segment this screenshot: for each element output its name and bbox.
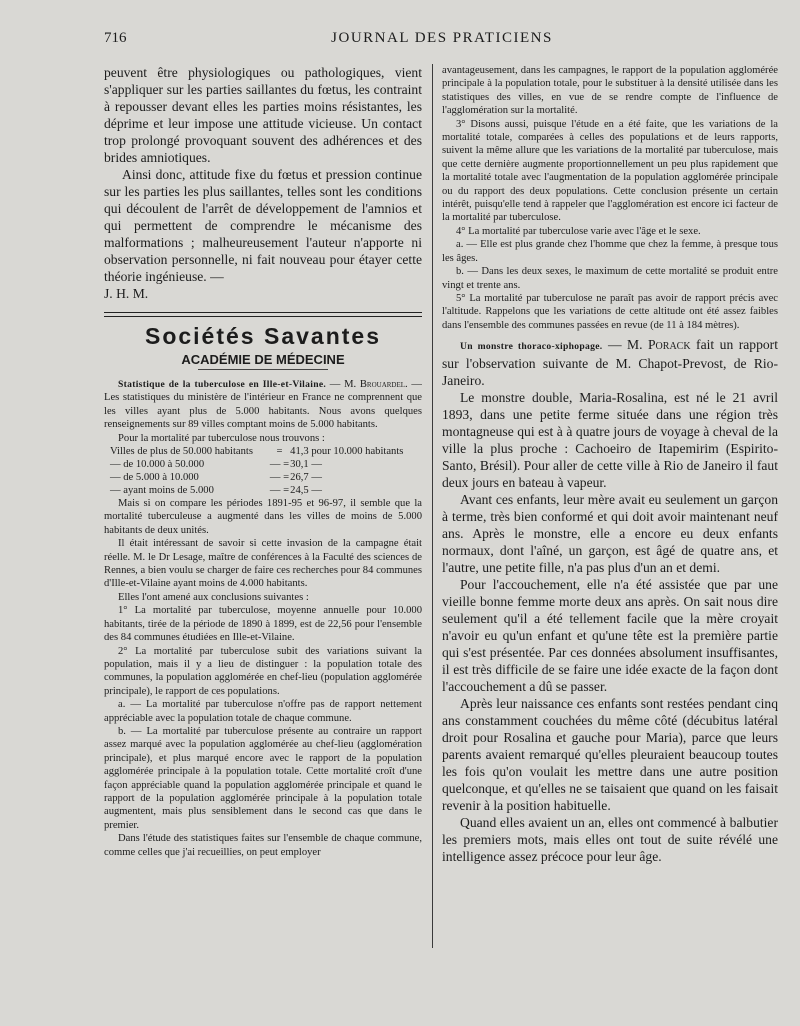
- mortality-intro: Pour la mortalité par tuberculose nous trouvons :: [118, 432, 325, 444]
- article-paragraph: Elles l'ont amené aux conclusions suivantes :: [118, 591, 309, 603]
- article-author: Brouardel.: [359, 379, 408, 390]
- article-paragraph: Avant ces enfants, leur mère avait eu seulement un garçon à terme, très bien conformé et qui doit avoir maintenant neuf ans. Après le monstre, elle a encore eu deux enfants normaux, dont l'aîné, un garçon, est âgé de quatre ans, et l'autre, une petite fille, n'a pas plus d'un an et demi.: [442, 492, 778, 576]
- article-paragraph: 1° La mortalité par tuberculose, moyenne annuelle pour 10.000 habitants, tirée de la période de 1890 à 1899, est de 22,56 pour l'ensemble des 84 communes étudiées en Ille-et-Vilaine.: [104, 605, 422, 644]
- table-row: — ayant moins de 5.000 — = 24,5 —: [110, 485, 322, 497]
- right-column: [442, 64, 778, 948]
- article-paragraph: Quand elles avaient un an, elles ont commencé à balbutier les premiers mots, mais elles ont tout de suite révélé une intelligence assez précoce pour leur âge.: [442, 815, 778, 865]
- article-runin-title: Un monstre thoraco-xiphopage.: [460, 341, 603, 353]
- article-paragraph: a. — Elle est plus grande chez l'homme que chez la femme, à presque tous les âges.: [442, 239, 778, 264]
- table-row: — de 5.000 à 10.000 — = 26,7 —: [110, 472, 322, 484]
- table-row: Villes de plus de 50.000 habitants = 41,3 pour 10.000 habitants: [110, 446, 404, 458]
- article-paragraph: b. — Dans les deux sexes, le maximum de cette mortalité se produit entre vingt et trente ans.: [442, 266, 778, 291]
- article-paragraph: Dans l'étude des statistiques faites sur l'ensemble de chaque commune, comme celles que j'ai recueillies, on peut employer: [104, 833, 422, 858]
- academy-title: ACADÉMIE DE MÉDECINE: [104, 352, 422, 370]
- column-divider: [432, 64, 433, 948]
- section-rule: [104, 312, 422, 317]
- article-paragraph: 3° Disons aussi, puisque l'étude en a été faite, que les variations de la mortalité totale, comparées à celles des populations et de leurs rapports, suivent la même allure que les variations de la mortalité par tuberculose, mais que cette dernière augmente proportionnellement un peu plus rapidement que la mortalité totale avec l'augmentation de la population agglomérée principale ou du rapport des deux populations. Cette conclusion présente un certain intérêt, puisqu'elle tend à rappeler que l'agglomération est encore ici facteur de la mortalité par tuberculose.: [442, 118, 778, 224]
- article-paragraph: Il était intéressant de savoir si cette invasion de la campagne était réelle. M. le Dr Lesage, maître de conférences à la Faculté des sciences de Rennes, a bien voulu se charger de faire ces recherches pour 84 communes d'Ille-et-Vilaine ayant moins de 4.000 habitants.: [104, 538, 422, 590]
- article-author: Porack: [648, 337, 691, 353]
- page-header: [104, 30, 780, 52]
- article-paragraph: b. — La mortalité par tuberculose présente au contraire un rapport assez marqué avec la population agglomérée au chef-lieu (agglomération principale), et plus marqué encore avec le rapport de la population agglomérée principale à la population totale. Cette mortalité croît d'une façon appréciable quand la population agglomérée principale et quand le rapport de la population agglomérée principale à la population totale augmentent, mais plus sensiblement dans le second cas que dans le premier.: [104, 725, 422, 831]
- mortality-table: [110, 445, 416, 497]
- table-row: — de 10.000 à 50.000 — = 30,1 —: [110, 459, 322, 471]
- article-lead: Statistique de la tuberculose en Ille-et-Vilaine. — M. Brouardel. — Les statistiques du ministère de l'intérieur en France ne comprennent que les villes ayant plus de 5.000 habitants. Nous avons quelques renseignements sur 89 villes comptant moins de 5.000 habitants.: [104, 379, 422, 431]
- article-paragraph: Le monstre double, Maria-Rosalina, est né le 21 avril 1893, dans une petite ferme située dans une région très montagneuse qui est à à quatre jours de voyage à cheval de la ville la plus proche : Cachoeiro de Itapemirim (Espirito-Santo, Brésil). Pour aller de cette ville à Rio de Janeiro il faut deux jours en bateau à vapeur.: [442, 390, 778, 491]
- left-column: [104, 64, 422, 948]
- article-lead: Un monstre thoraco-xiphopage. — M. Porack fait un rapport sur l'observation suivante de M. Chapot-Prevost, de Rio-Janeiro.: [442, 337, 778, 389]
- article-runin-title: Statistique de la tuberculose en Ille-et-Vilaine.: [118, 379, 327, 390]
- intro-paragraph: peuvent être physiologiques ou pathologiques, vient s'appliquer sur les parties saillantes du fœtus, les contraint à repousser devant elles les parties moins résistantes, les déprime et leur impose une attitude vicieuse. Un contact trop prolongé provoquant souvent des adhérences et des brides amniotiques.: [104, 65, 422, 165]
- article-paragraph: Pour l'accouchement, elle n'a été assistée que par une vieille bonne femme morte deux ans après. On sait nous dire seulement qu'il a été tellement facile que la mère croyait n'avoir eu qu'un enfant et qu'une tête est la première partie qui s'est présentée. Par ces données absolument insuffisantes, il est très difficile de se faire une idée exacte de la façon dont l'accouchement a dû se passer.: [442, 577, 778, 695]
- article-paragraph: a. — La mortalité par tuberculose n'offre pas de rapport nettement appréciable avec la population totale de chaque commune.: [104, 699, 422, 724]
- article-paragraph: 4° La mortalité par tuberculose varie avec l'âge et le sexe.: [456, 225, 701, 237]
- section-title: Sociétés Savantes: [144, 323, 381, 349]
- article-paragraph: avantageusement, dans les campagnes, le rapport de la population agglomérée principale à la population totale, pour le substituer à la densité utilisée dans les statistiques des villes, en vue de se rendre compte de l'influence de l'agglomération sur la mortalité.: [442, 65, 778, 117]
- signature: J. H. M.: [104, 286, 149, 301]
- article-paragraph: Après leur naissance ces enfants sont restées pendant cinq ans constamment couchées du même côté (décubitus latéral droit pour Rosalina et gauche pour Maria), parce que leurs parents avaient remarqué qu'elles pleuraient beaucoup toutes les fois qu'on voulait les mettre dans une autre position quelconque, et qu'elles ne se taisaient que quand on les faisait revenir à la position habituelle.: [442, 696, 778, 814]
- journal-title: JOURNAL DES PRATICIENS: [331, 30, 553, 46]
- article-paragraph: 2° La mortalité par tuberculose subit des variations suivant la population, mais il y a lieu de distinguer : la population totale des communes, la population agglomérée en chef-lieu (population agglomérée principale), le rapport de ces populations.: [104, 645, 422, 697]
- intro-paragraph: Ainsi donc, attitude fixe du fœtus et pression continue sur les parties les plus saillantes, telles sont les conditions qui découlent de l'arrêt de développement de l'amnios et qui permettent de comprendre le mécanisme des malformations ; malheureusement l'auteur n'apporte ni observation personnelle, ni fait nouveau pour étayer cette théorie ingénieuse. —: [104, 167, 422, 284]
- article-paragraph: Mais si on compare les périodes 1891-95 et 96-97, il semble que la mortalité tuberculeuse a augmenté dans les villes de moins de 5.000 habitants de deux unités.: [104, 498, 422, 536]
- article-paragraph: 5° La mortalité par tuberculose ne paraît pas avoir de rapport précis avec l'altitude. Rappelons que les variations de cette altitude ont été assez faibles dans l'ensemble des communes passées en revue (de 11 à 184 mètres).: [442, 292, 778, 331]
- page-number: 716: [104, 30, 127, 46]
